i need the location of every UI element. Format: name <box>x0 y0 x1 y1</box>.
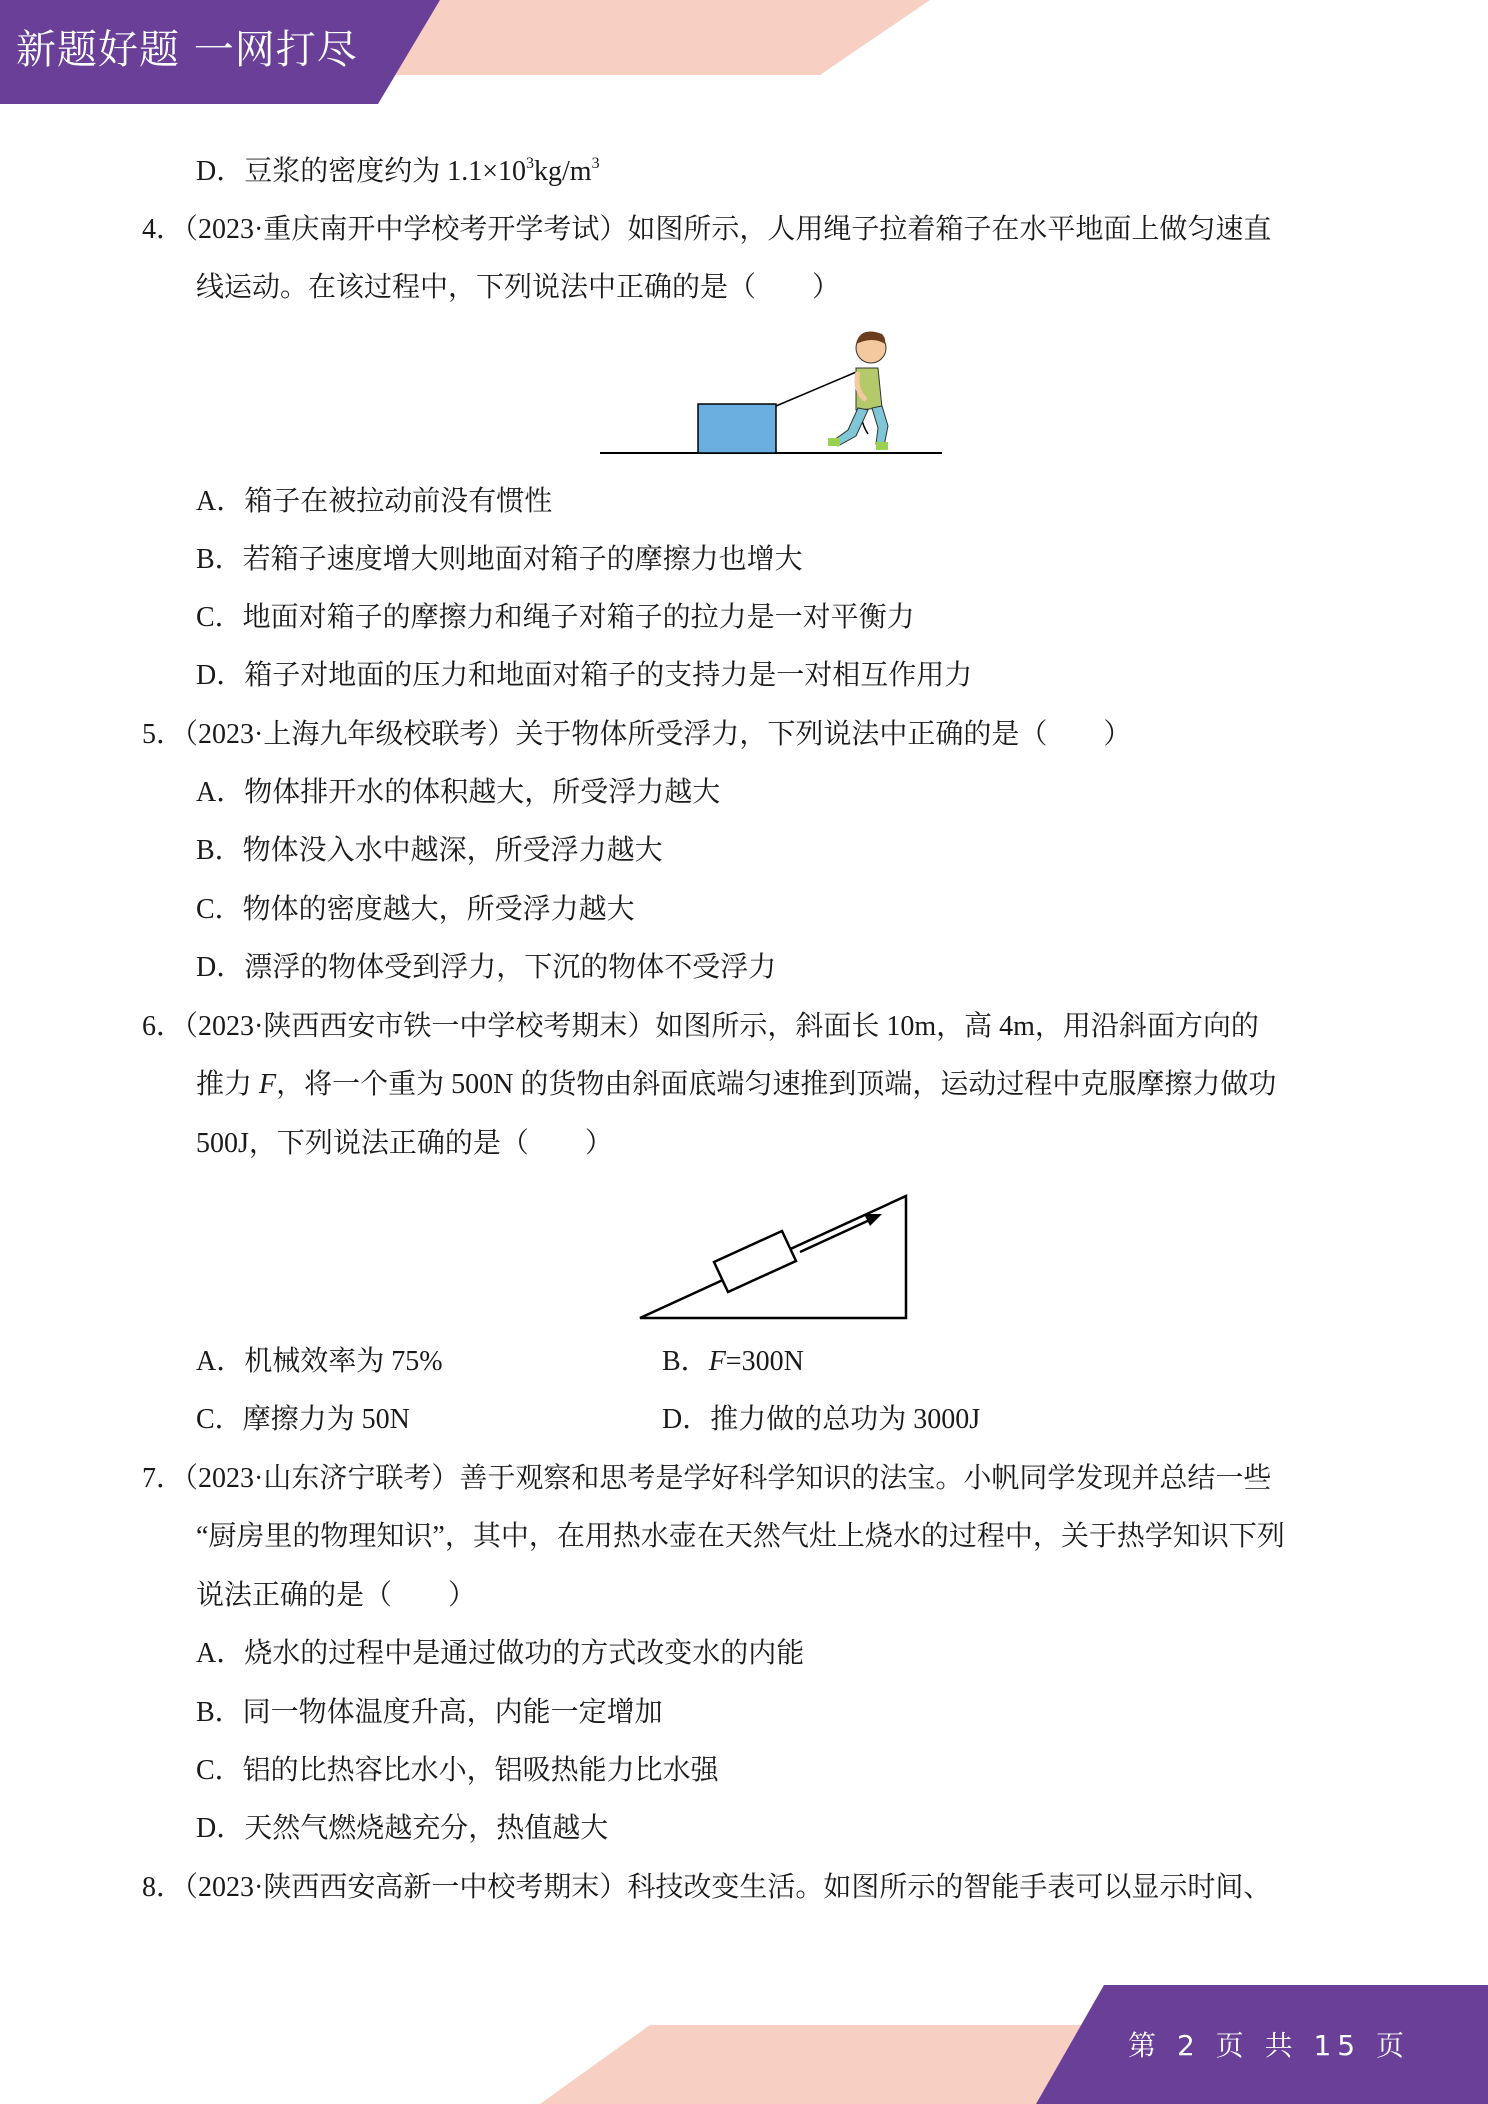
shoe-back <box>828 438 840 446</box>
header-title: 新题好题 一网打尽 <box>16 27 358 73</box>
q3-option-d-exponent: 3 <box>526 155 535 172</box>
q5-stem: 5．（2023·上海九年级校联考）关于物体所受浮力，下列说法中正确的是（ ） <box>142 719 1132 750</box>
rope <box>776 370 861 406</box>
page-number: 第 2 页 共 15 页 <box>1128 2029 1410 2062</box>
q5-option-d: D．漂浮的物体受到浮力，下沉的物体不受浮力 <box>196 952 777 983</box>
q7-option-a: A．烧水的过程中是通过做功的方式改变水的内能 <box>196 1638 805 1669</box>
q4-option-d: D．箱子对地面的压力和地面对箱子的支持力是一对相互作用力 <box>196 660 973 691</box>
q4-option-b: B．若箱子速度增大则地面对箱子的摩擦力也增大 <box>196 544 803 575</box>
q7-option-d: D．天然气燃烧越充分，热值越大 <box>196 1813 609 1844</box>
q4-stem-line-2: 线运动。在该过程中，下列说法中正确的是（ ） <box>196 272 841 303</box>
q4-stem-line-1: 4．（2023·重庆南开中学校考开学考试）如图所示，人用绳子拉着箱子在水平地面上做匀速直 <box>142 214 1272 245</box>
cargo-block <box>714 1231 796 1292</box>
person <box>828 332 888 450</box>
q6-force-symbol: F <box>259 1069 277 1100</box>
q6-stem-line-2-start: 推力 <box>196 1069 260 1100</box>
q5-option-b: B．物体没入水中越深，所受浮力越大 <box>196 835 663 866</box>
q7-stem-line-3: 说法正确的是（ ） <box>196 1580 477 1611</box>
q6-figure-incline <box>636 1180 916 1320</box>
q6-option-a: A．机械效率为 75% <box>196 1346 443 1377</box>
q6-option-b-value: =300N <box>725 1346 804 1377</box>
q6-option-b-force-symbol: F <box>708 1346 726 1377</box>
q4-figure-person-pulling-box <box>596 326 946 458</box>
q3-option-d-prefix: D．豆浆的密度约为 1.1×10 <box>196 156 527 187</box>
q3-option-d-unit-exponent: 3 <box>591 155 600 172</box>
q6-option-b <box>662 1342 804 1382</box>
q7-option-c: C．铝的比热容比水小，铝吸热能力比水强 <box>196 1755 719 1786</box>
q7-stem-line-2: “厨房里的物理知识”，其中，在用热水壶在天然气灶上烧水的过程中，关于热学知识下列 <box>196 1521 1285 1552</box>
q3-option-d-unit: kg/m <box>534 156 592 187</box>
leg-front <box>872 406 888 446</box>
q7-option-b: B．同一物体温度升高，内能一定增加 <box>196 1697 663 1728</box>
shoe-front <box>876 442 888 450</box>
push-force-arrow-line <box>800 1218 874 1252</box>
q6-stem-line-1: 6．（2023·陕西西安市铁一中学校考期末）如图所示，斜面长 10m，高 4m，用沿斜面方向的 <box>142 1011 1259 1042</box>
q4-option-c: C．地面对箱子的摩擦力和绳子对箱子的拉力是一对平衡力 <box>196 602 915 633</box>
q8-stem-line-1: 8．（2023·陕西西安高新一中校考期末）科技改变生活。如图所示的智能手表可以显示时间、 <box>142 1872 1272 1903</box>
q6-option-c: C．摩擦力为 50N <box>196 1404 410 1435</box>
q4-option-a: A．箱子在被拉动前没有惯性 <box>196 486 553 517</box>
q5-option-c: C．物体的密度越大，所受浮力越大 <box>196 894 635 925</box>
q6-stem-line-3: 500J，下列说法正确的是（ ） <box>196 1128 613 1159</box>
q3-option-d <box>196 152 600 192</box>
q5-option-a: A．物体排开水的体积越大，所受浮力越大 <box>196 777 721 808</box>
q6-stem-line-2 <box>196 1065 1276 1105</box>
q6-stem-line-2-rest: ，将一个重为 500N 的货物由斜面底端匀速推到顶端，运动过程中克服摩擦力做功 <box>276 1069 1277 1100</box>
q6-option-d: D．推力做的总功为 3000J <box>662 1404 981 1435</box>
q7-stem-line-1: 7．（2023·山东济宁联考）善于观察和思考是学好科学知识的法宝。小帆同学发现并总结一些 <box>142 1463 1272 1494</box>
q6-option-b-prefix: B． <box>662 1346 709 1377</box>
box <box>698 404 776 453</box>
